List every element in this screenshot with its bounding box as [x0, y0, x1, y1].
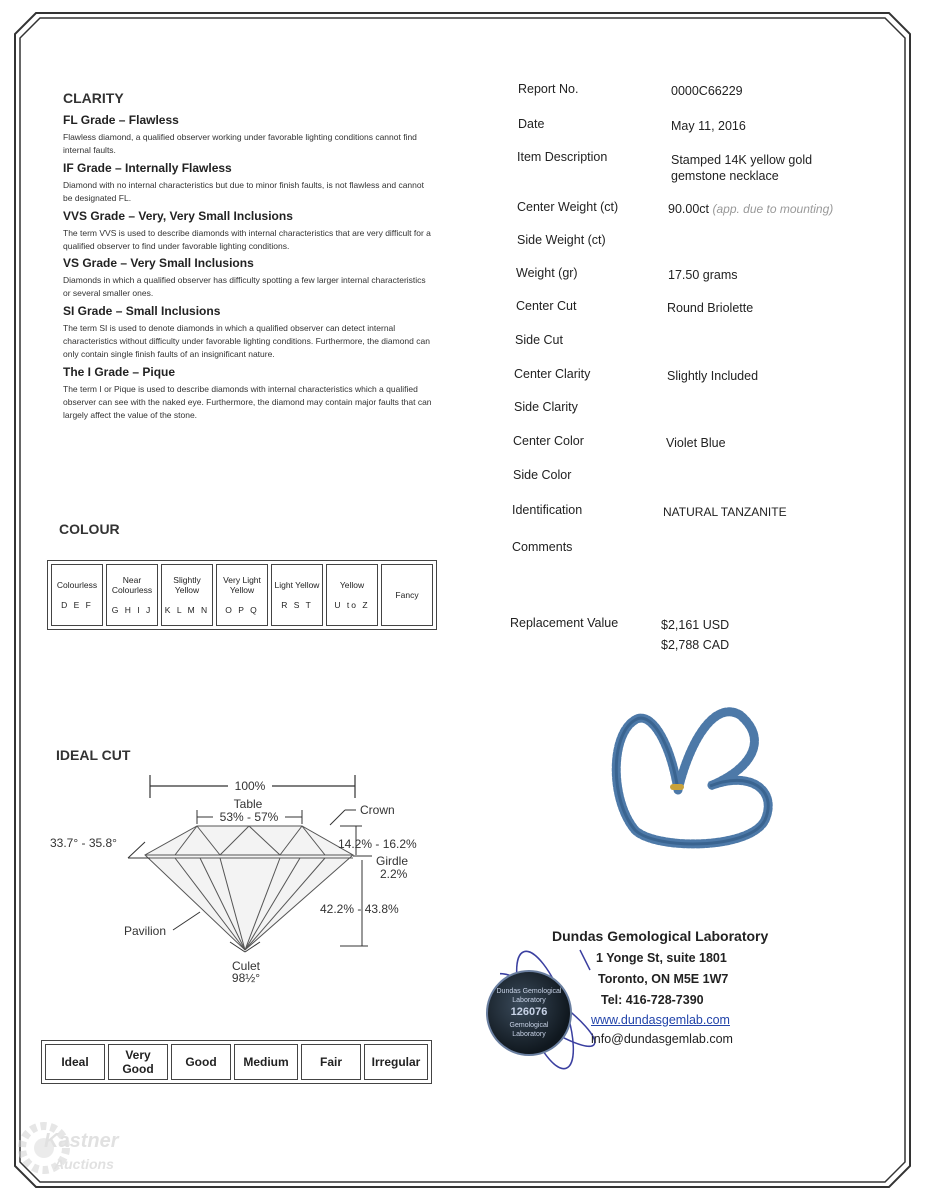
girdle-label: Girdle: [376, 854, 409, 868]
crown-angle-label: 33.7° - 35.8°: [50, 836, 117, 850]
center-weight-value-wrap: [668, 202, 833, 216]
necklace-clasp: [670, 784, 684, 790]
girdle-value: 2.2%: [380, 867, 408, 881]
grade-desc: The term I or Pique is used to describe diamonds with internal characteristics which a qualified observer can see with the naked eye. Furthermore, the diamond may contain major faults that can largely affect the value of the stone.: [63, 384, 432, 420]
crown-height-label: 14.2% - 16.2%: [338, 837, 417, 851]
grade-title: VS Grade – Very Small Inclusions: [63, 256, 254, 270]
seal-number: 126076: [510, 1006, 548, 1018]
seal-text: Dundas Gemological: [496, 988, 562, 995]
ideal-cut-title: IDEAL CUT: [56, 747, 131, 763]
cut-grade-medium: Medium: [234, 1044, 298, 1080]
crown-label: Crown: [360, 803, 395, 817]
center-cut-value: Round Briolette: [667, 301, 754, 315]
colour-cell-fancy: Fancy: [381, 564, 433, 626]
culet-label: Culet: [231, 959, 261, 973]
grade-desc: The term VVS is used to describe diamonds with internal characteristics that are very difficult for a qualified observer to find under favorable lighting conditions.: [63, 228, 431, 251]
colour-cell-light-yellow: Light Yellow R S T: [271, 564, 323, 626]
cut-grade-very-good: Very Good: [108, 1044, 168, 1080]
table-range-label: 53% - 57%: [219, 810, 279, 824]
pavilion-label: Pavilion: [124, 924, 167, 938]
grade-desc: The term SI is used to denote diamonds in which a qualified observer can detect internal characteristics without difficulty under favorable lighting conditions. Furthermore, the diamond can only contain single finish faults of an insignificant nature.: [63, 323, 430, 359]
seal-text: Laboratory: [512, 997, 546, 1004]
colour-scale-table: [47, 560, 437, 630]
colour-cell-near-colourless: Near Colourless G H I J: [106, 564, 158, 626]
lab-seal: [486, 970, 572, 1056]
grade-title: FL Grade – Flawless: [63, 113, 179, 127]
side-clarity-label: Side Clarity: [514, 400, 578, 414]
side-weight-label: Side Weight (ct): [517, 233, 606, 247]
item-description-label: Item Description: [517, 150, 608, 164]
grade-desc: Diamond with no internal characteristics but due to minor finish faults, is not flawless and cannot be designated FL.: [63, 180, 424, 203]
side-cut-label: Side Cut: [515, 333, 563, 347]
lab-phone: Tel: 416-728-7390: [601, 993, 704, 1007]
clarity-grade-si: [63, 304, 433, 361]
seal-text: Gemological: [509, 1022, 549, 1029]
necklace-strand: [616, 712, 768, 844]
seal-text: Laboratory: [512, 1031, 546, 1038]
colour-cell-colourless: Colourless D E F: [51, 564, 103, 626]
colour-title: COLOUR: [59, 521, 120, 537]
clarity-grade-vs: [63, 256, 433, 300]
cut-grade-irregular: Irregular: [364, 1044, 428, 1080]
lab-name: Dundas Gemological Laboratory: [552, 928, 769, 944]
watermark-line1: Kastner: [44, 1130, 119, 1152]
lab-address-line2: Toronto, ON M5E 1W7: [598, 972, 729, 986]
lab-email: info@dundasgemlab.com: [591, 1032, 733, 1046]
culet-value: 98½°: [231, 971, 261, 985]
cut-grade-table: [41, 1040, 432, 1084]
replacement-usd: $2,161 USD: [661, 618, 730, 632]
lab-address-line1: 1 Yonge St, suite 1801: [596, 951, 727, 965]
side-color-label: Side Color: [513, 468, 572, 482]
comments-label: Comments: [512, 540, 573, 554]
clarity-title: CLARITY: [63, 90, 124, 106]
center-weight-label: Center Weight (ct): [517, 200, 619, 214]
diamond-drawing: [145, 826, 353, 950]
colour-cell-yellow: Yellow U to Z: [326, 564, 378, 626]
center-clarity-label: Center Clarity: [514, 367, 591, 381]
center-clarity-value: Slightly Included: [667, 369, 759, 383]
diamond-cut-diagram: [40, 770, 460, 990]
watermark-line2: Auctions: [54, 1156, 114, 1172]
weight-gr-value: 17.50 grams: [668, 268, 738, 282]
center-cut-label: Center Cut: [516, 299, 577, 313]
weight-gr-label: Weight (gr): [516, 266, 578, 280]
clarity-grade-i: [63, 365, 433, 422]
item-description-value: Stamped 14K yellow gold gemstone necklace: [671, 153, 813, 183]
identification-label: Identification: [512, 503, 583, 517]
center-weight-value: 90.00ct: [668, 202, 710, 216]
grade-title: The I Grade – Pique: [63, 365, 176, 379]
grade-desc: Diamonds in which a qualified observer has difficulty spotting a few larger internal characteristics or several smaller ones.: [63, 275, 426, 298]
replacement-value-label: Replacement Value: [510, 616, 619, 630]
colour-cell-very-light-yellow: Very Light Yellow O P Q: [216, 564, 268, 626]
grade-title: SI Grade – Small Inclusions: [63, 304, 221, 318]
replacement-cad: $2,788 CAD: [661, 638, 730, 652]
clarity-grade-fl: [63, 113, 433, 157]
center-weight-note: (app. due to mounting): [712, 202, 834, 216]
cut-grade-ideal: Ideal: [45, 1044, 105, 1080]
necklace-photo: [600, 700, 780, 860]
report-no-value: 0000C66229: [671, 84, 743, 98]
identification-value: NATURAL TANZANITE: [663, 505, 787, 519]
grade-desc: Flawless diamond, a qualified observer working under favorable lighting conditions cannot find internal faults.: [63, 132, 417, 155]
lab-website-link[interactable]: www.dundasgemlab.com: [591, 1013, 730, 1027]
auction-watermark: [14, 1118, 134, 1190]
colour-cell-slightly-yellow: Slightly Yellow K L M N: [161, 564, 213, 626]
width-percent-label: 100%: [234, 779, 266, 793]
clarity-grade-vvs: [63, 209, 433, 253]
table-label: Table: [233, 797, 263, 811]
pavilion-depth-label: 42.2% - 43.8%: [320, 902, 399, 916]
date-value: May 11, 2016: [671, 119, 746, 133]
cut-grade-fair: Fair: [301, 1044, 361, 1080]
date-label: Date: [518, 117, 545, 131]
grade-title: IF Grade – Internally Flawless: [63, 161, 232, 175]
grade-title: VVS Grade – Very, Very Small Inclusions: [63, 209, 293, 223]
center-color-label: Center Color: [513, 434, 584, 448]
report-no-label: Report No.: [518, 82, 579, 96]
clarity-grade-if: [63, 161, 433, 205]
center-color-value: Violet Blue: [666, 436, 726, 450]
cut-grade-good: Good: [171, 1044, 231, 1080]
